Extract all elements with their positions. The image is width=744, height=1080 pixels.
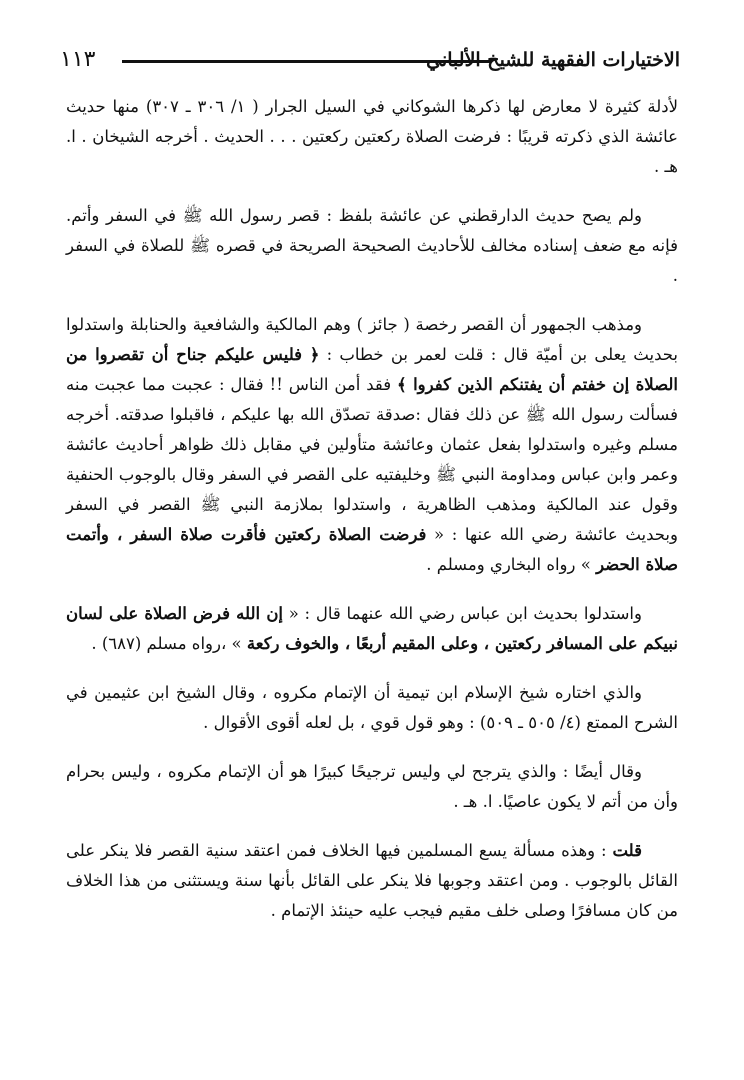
- paragraph-p6: [66, 757, 678, 817]
- paragraph-p4: [66, 599, 678, 659]
- page-number: ١١٣: [60, 47, 96, 72]
- paragraph-p1: [66, 92, 678, 182]
- text-run: واستدلوا بحديث ابن عباس رضي الله عنهما قال : «: [283, 604, 642, 623]
- text-run: ولم يصح حديث الدارقطني عن عائشة بلفظ : قصر رسول الله ﷺ في السفر وأتم. فإنه مع ضعف إسناده مخالف للأحاديث الصحيحة الصريحة في قصره ﷺ للصلاة في السفر .: [66, 206, 678, 285]
- page-header: [60, 45, 680, 77]
- page-body: [66, 92, 678, 945]
- bold-text: قلت: [612, 841, 642, 860]
- text-run: والذي اختاره شيخ الإسلام ابن تيمية أن الإتمام مكروه ، وقال الشيخ ابن عثيمين في الشرح الممتع (٤/ ٥٠٥ ـ ٥٠٩) : وهو قول قوي ، بل لعله أقوى الأقوال .: [66, 683, 678, 732]
- running-title: الاختيارات الفقهية للشيخ الألباني: [426, 49, 680, 71]
- text-run: » رواه البخاري ومسلم .: [426, 555, 597, 574]
- paragraph-p5: [66, 678, 678, 738]
- text-run: فقد أمن الناس !! فقال : عجبت مما عجبت منه فسألت رسول الله ﷺ عن ذلك فقال :صدقة تصدّق الله بها عليكم ، فاقبلوا صدقته. أخرجه مسلم وغيره واستدلوا بفعل عثمان وعائشة متأولين في مقابل ذلك ظواهر أحاديث عائشة وعمر وابن عباس ومداومة النبي ﷺ وخليفتيه على القصر في السفر وقال بالوجوب الحنفية وقول عند المالكية ومذهب الظاهرية ، واستدلوا بملازمة النبي ﷺ القصر في السفر وبحديث عائشة رضي الله عنها : «: [66, 375, 678, 544]
- bold-text: إن الله فرض الصلاة على لسان نبيكم على المسافر ركعتين ، وعلى المقيم أربعًا ، والخوف ركعة: [66, 604, 678, 653]
- paragraph-p7: [66, 836, 678, 926]
- bold-text: ﴿ فليس عليكم جناح أن تقصروا من الصلاة إن خفتم أن يفتنكم الذين كفروا ﴾: [66, 345, 678, 394]
- text-run: : وهذه مسألة يسع المسلمين فيها الخلاف فمن اعتقد سنية القصر فلا ينكر على القائل بالوجوب . ومن اعتقد وجوبها فلا ينكر على القائل بأنها سنة ويستثنى من هذا الخلاف من كان مسافرًا وصلى خلف مقيم فيجب عليه حينئذ الإتمام .: [66, 841, 678, 920]
- text-run: ومذهب الجمهور أن القصر رخصة ( جائز ) وهم المالكية والشافعية والحنابلة واستدلوا بحديث يعلى بن أميّة قال : قلت لعمر بن خطاب :: [66, 315, 678, 364]
- text-run: لأدلة كثيرة لا معارض لها ذكرها الشوكاني في السيل الجرار ( ١/ ٣٠٦ ـ ٣٠٧) منها حديث عائشة الذي ذكرته قريبًا : فرضت الصلاة ركعتين ركعتين . . . الحديث . أخرجه الشيخان . ا. هـ .: [66, 97, 678, 176]
- paragraph-p3: [66, 310, 678, 580]
- text-run: وقال أيضًا : والذي يترجح لي وليس ترجيحًا كبيرًا هو أن الإتمام مكروه ، وليس بحرام وأن من أتم لا يكون عاصيًا. ا. هـ .: [66, 762, 678, 811]
- paragraph-p2: [66, 201, 678, 291]
- bold-text: فرضت الصلاة ركعتين فأقرت صلاة السفر ، وأتمت صلاة الحضر: [66, 525, 678, 574]
- text-run: » ،رواه مسلم (٦٨٧) .: [91, 634, 247, 653]
